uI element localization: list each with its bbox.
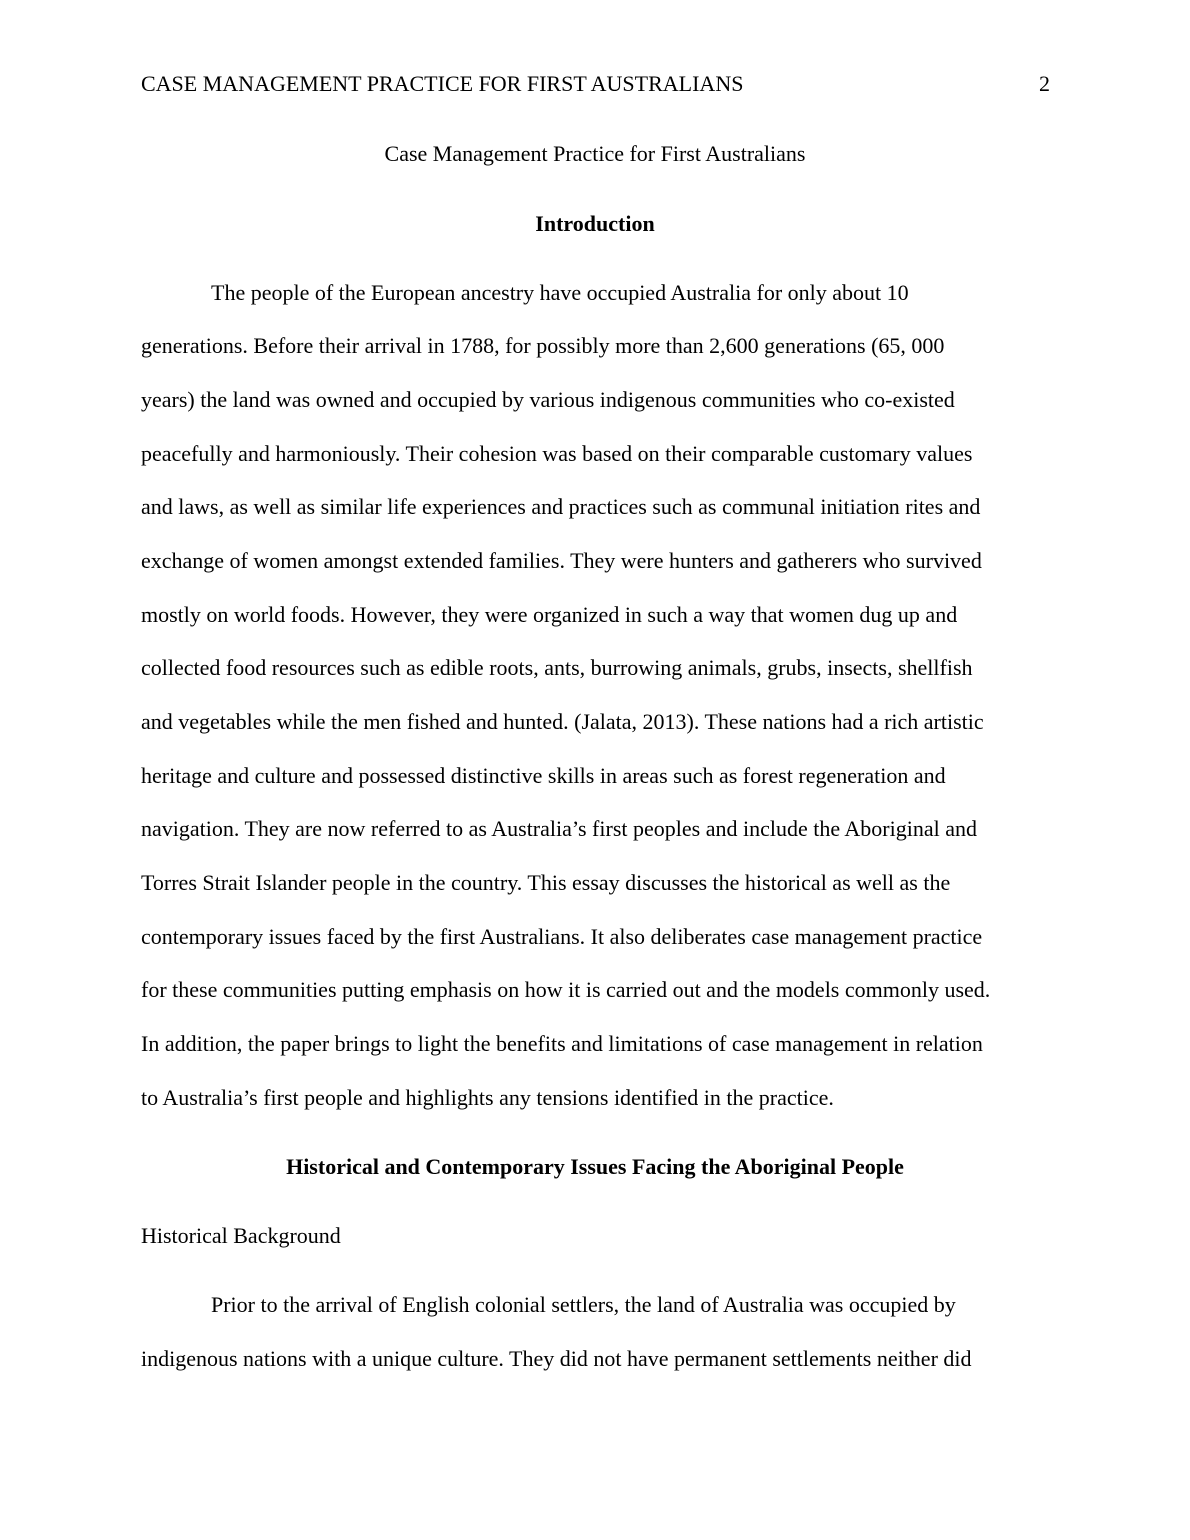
paragraph-line: The people of the European ancestry have occupied Australia for only about 10 bbox=[211, 280, 909, 305]
paragraph-line: collected food resources such as edible roots, ants, burrowing animals, grubs, insects, shellfish bbox=[141, 655, 973, 680]
page-number: 2 bbox=[1039, 71, 1050, 96]
paragraph-line: exchange of women amongst extended families. They were hunters and gatherers who survived bbox=[141, 548, 982, 573]
document-title: Case Management Practice for First Australians bbox=[384, 141, 806, 166]
paragraph-line: contemporary issues faced by the first Australians. It also deliberates case management practice bbox=[141, 924, 983, 949]
paragraph-line: peacefully and harmoniously. Their cohesion was based on their comparable customary values bbox=[141, 441, 973, 466]
paragraph-line: to Australia’s first people and highlights any tensions identified in the practice. bbox=[141, 1085, 834, 1110]
paragraph-line: and vegetables while the men fished and hunted. (Jalata, 2013). These nations had a rich artistic bbox=[141, 709, 984, 734]
paragraph-line: heritage and culture and possessed distinctive skills in areas such as forest regeneration and bbox=[141, 763, 946, 788]
paragraph-line: Prior to the arrival of English colonial settlers, the land of Australia was occupied by bbox=[211, 1292, 956, 1317]
paragraph-line: generations. Before their arrival in 1788, for possibly more than 2,600 generations (65, 000 bbox=[141, 333, 945, 358]
paragraph-line: navigation. They are now referred to as Australia’s first peoples and include the Aboriginal and bbox=[141, 816, 977, 841]
paragraph-line: and laws, as well as similar life experiences and practices such as communal initiation rites and bbox=[141, 494, 981, 519]
running-head: CASE MANAGEMENT PRACTICE FOR FIRST AUSTRALIANS bbox=[141, 71, 744, 96]
paragraph-line: Torres Strait Islander people in the country. This essay discusses the historical as well as the bbox=[141, 870, 951, 895]
paragraph-line: mostly on world foods. However, they were organized in such a way that women dug up and bbox=[141, 602, 958, 627]
paragraph-line: years) the land was owned and occupied by various indigenous communities who co-existed bbox=[141, 387, 955, 412]
section-heading: Historical and Contemporary Issues Facing the Aboriginal People bbox=[286, 1154, 904, 1179]
paragraph-line: indigenous nations with a unique culture. They did not have permanent settlements neither did bbox=[141, 1346, 972, 1371]
intro-heading: Introduction bbox=[535, 211, 655, 236]
subsection-heading: Historical Background bbox=[141, 1223, 341, 1248]
paragraph-line: for these communities putting emphasis on how it is carried out and the models commonly used. bbox=[141, 977, 991, 1002]
paragraph-line: In addition, the paper brings to light the benefits and limitations of case management in relation bbox=[141, 1031, 983, 1056]
